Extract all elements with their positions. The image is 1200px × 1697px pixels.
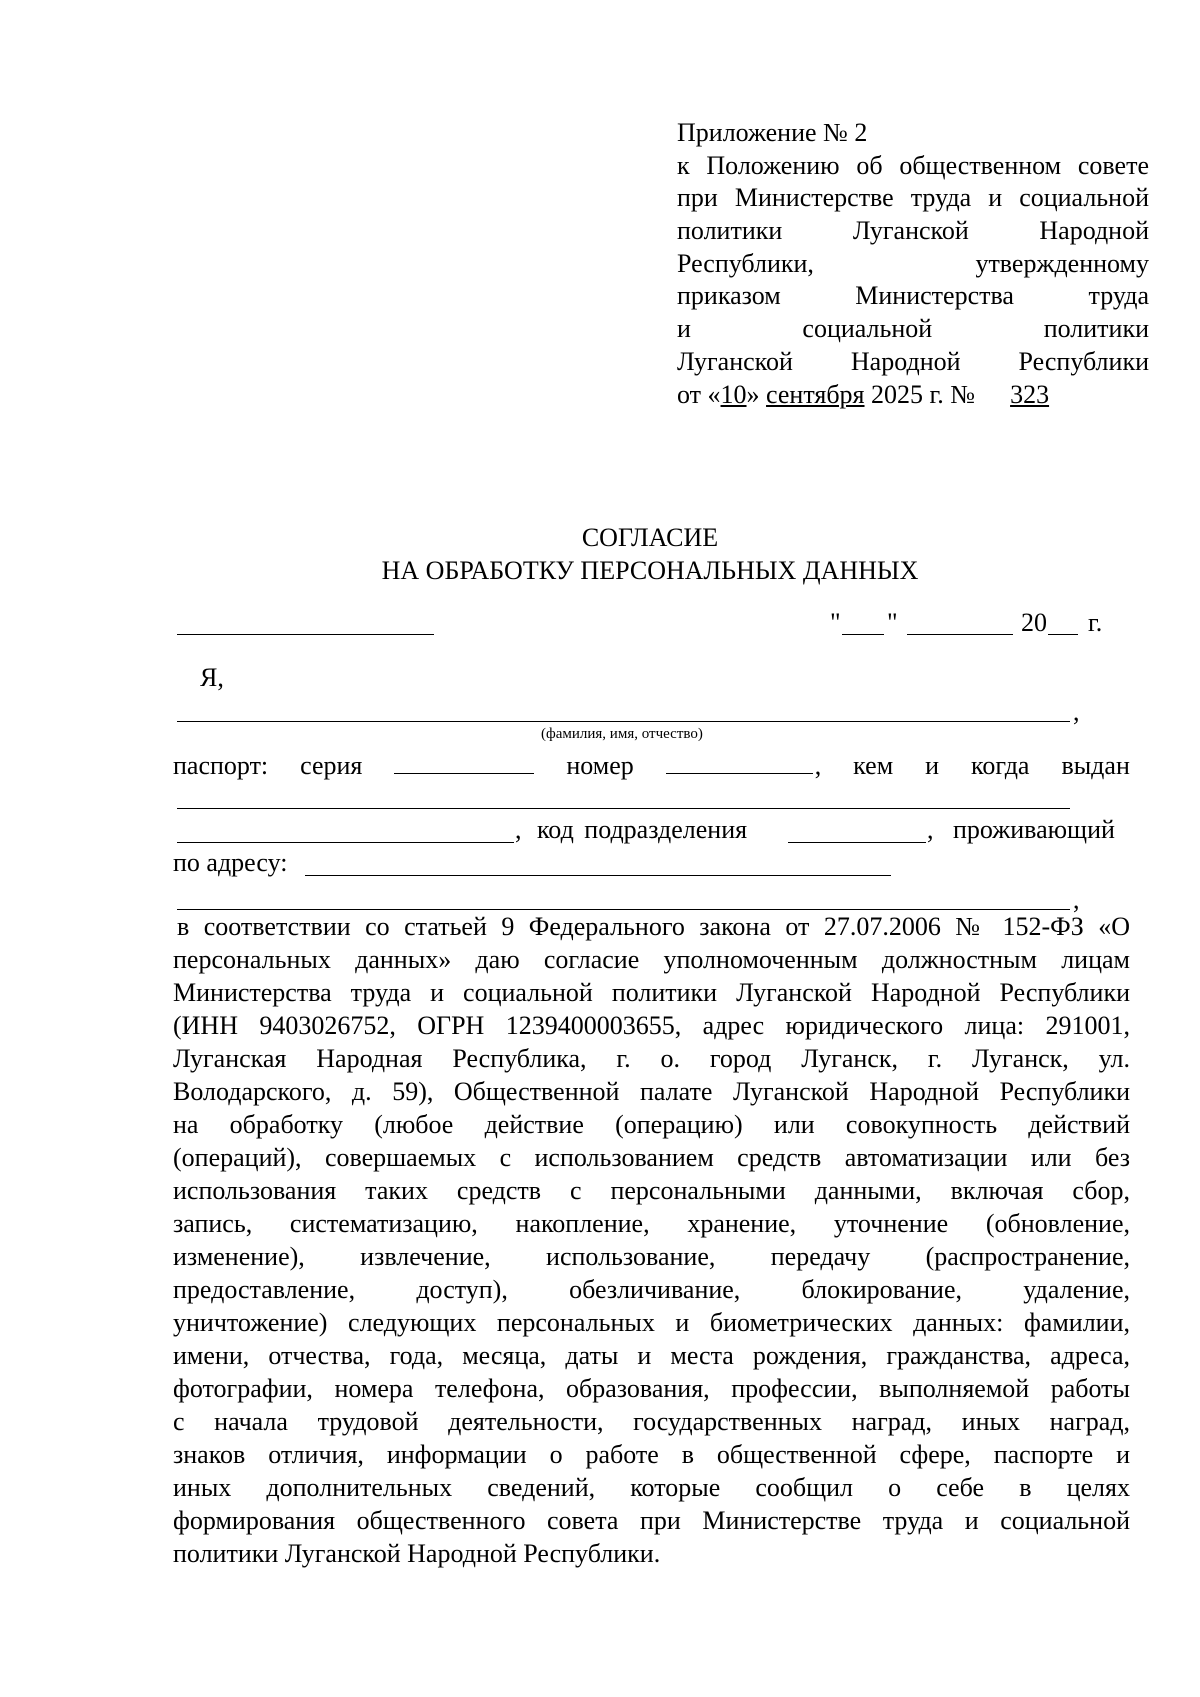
comma: , [814, 751, 822, 780]
issuer-blank-2[interactable] [177, 842, 514, 843]
i-label: Я, [200, 663, 224, 692]
order-number: 323 [1010, 380, 1050, 409]
date-day-blank[interactable] [842, 634, 884, 635]
issued-by-blank[interactable] [177, 808, 1070, 809]
address-blank-2[interactable] [177, 909, 1070, 910]
body-line: уничтожение) следующих персональных и биометрических данных: фамилии, [173, 1308, 1130, 1337]
body-line: Володарского, д. 59), Общественной палате Луганской Народной Республики [173, 1077, 1130, 1106]
comma: , [927, 815, 934, 844]
issued-label: выдан [1061, 751, 1130, 780]
and-label: и [925, 751, 940, 780]
order-year: 2025 г. № [864, 380, 982, 409]
body-line: знаков отличия, информации о работе в общественной сфере, паспорте и [173, 1440, 1130, 1469]
address-blank[interactable] [305, 875, 891, 876]
fio-blank[interactable] [177, 721, 1070, 722]
appendix-line: и социальной политики [677, 314, 1149, 343]
body-line: с начала трудовой деятельности, государственных наград, иных наград, [173, 1407, 1130, 1436]
number-label: номер [566, 751, 634, 780]
body-line: персональных данных» даю согласие уполномоченным должностным лицам [173, 945, 1130, 974]
when-label: когда [971, 751, 1030, 780]
body-line: Луганская Народная Республика, г. о. город Луганск, г. Луганск, ул. [173, 1044, 1130, 1073]
appendix-date-line [677, 380, 1078, 410]
number-blank[interactable] [666, 751, 813, 774]
body-line: в соответствии со статьей 9 Федерального закона от 27.07.2006 № 152-ФЗ «О [177, 912, 1130, 941]
appendix-line: к Положению об общественном совете [677, 151, 1149, 180]
body-line: изменение), извлечение, использование, передачу (распространение, [173, 1242, 1130, 1271]
passport-label: паспорт: [173, 751, 269, 780]
appendix-line: Луганской Народной Республики [677, 347, 1149, 376]
body-line: иных дополнительных сведений, которые сообщил о себе в целях [173, 1473, 1130, 1502]
date-quote-close: " [887, 608, 898, 637]
comma: , [515, 815, 522, 844]
body-line: политики Луганской Народной Республики. [173, 1539, 661, 1568]
fio-comma: , [1073, 697, 1080, 726]
address-comma: , [1073, 885, 1080, 914]
subdivision-code-blank[interactable] [788, 842, 926, 843]
order-month: сентября [766, 380, 865, 409]
appendix-number: Приложение № 2 [677, 118, 868, 147]
appendix-line: при Министерстве труда и социальной [677, 183, 1149, 212]
body-line: Министерства труда и социальной политики Луганской Народной Республики [173, 978, 1130, 1007]
body-line: (операций), совершаемых с использованием средств автоматизации или без [173, 1143, 1130, 1172]
body-line: предоставление, доступ), обезличивание, блокирование, удаление, [173, 1275, 1130, 1304]
title-line-1: СОГЛАСИЕ [581, 523, 719, 552]
date-month-blank[interactable] [907, 634, 1013, 635]
body-line: формирования общественного совета при Министерстве труда и социальной [173, 1506, 1130, 1535]
order-day: 10 [720, 380, 747, 409]
body-line: использования таких средств с персональными данными, включая сбор, [173, 1176, 1130, 1205]
date-year-blank[interactable] [1048, 634, 1078, 635]
place-blank[interactable] [177, 634, 434, 635]
date-year-suffix: г. [1088, 608, 1103, 637]
issued-by-label: кем [853, 751, 894, 780]
date-prefix: от « [677, 380, 721, 409]
subdivision-code-label: код подразделения [537, 815, 748, 844]
appendix-line: политики Луганской Народной [677, 216, 1149, 245]
body-line: фотографии, номера телефона, образования, профессии, выполняемой работы [173, 1374, 1130, 1403]
body-line: на обработку (любое действие (операцию) или совокупность действий [173, 1110, 1130, 1139]
appendix-line: приказом Министерства труда [677, 281, 1149, 310]
address-label: по адресу: [173, 848, 288, 877]
series-label: серия [300, 751, 363, 780]
date-year-prefix: 20 [1021, 608, 1047, 637]
body-line: запись, систематизацию, накопление, хранение, уточнение (обновление, [173, 1209, 1130, 1238]
body-line: имени, отчества, года, месяца, даты и места рождения, гражданства, адреса, [173, 1341, 1130, 1370]
series-blank[interactable] [394, 751, 534, 774]
title-line-2: НА ОБРАБОТКУ ПЕРСОНАЛЬНЫХ ДАННЫХ [381, 556, 919, 585]
date-quote-open: " [830, 608, 841, 637]
fio-caption: (фамилия, имя, отчество) [541, 726, 703, 742]
residing-label: проживающий [953, 815, 1115, 844]
appendix-line: Республики, утвержденному [677, 249, 1149, 278]
passport-row [173, 751, 1130, 781]
body-line: (ИНН 9403026752, ОГРН 1239400003655, адрес юридического лица: 291001, [173, 1011, 1130, 1040]
date-mid: » [746, 380, 767, 409]
